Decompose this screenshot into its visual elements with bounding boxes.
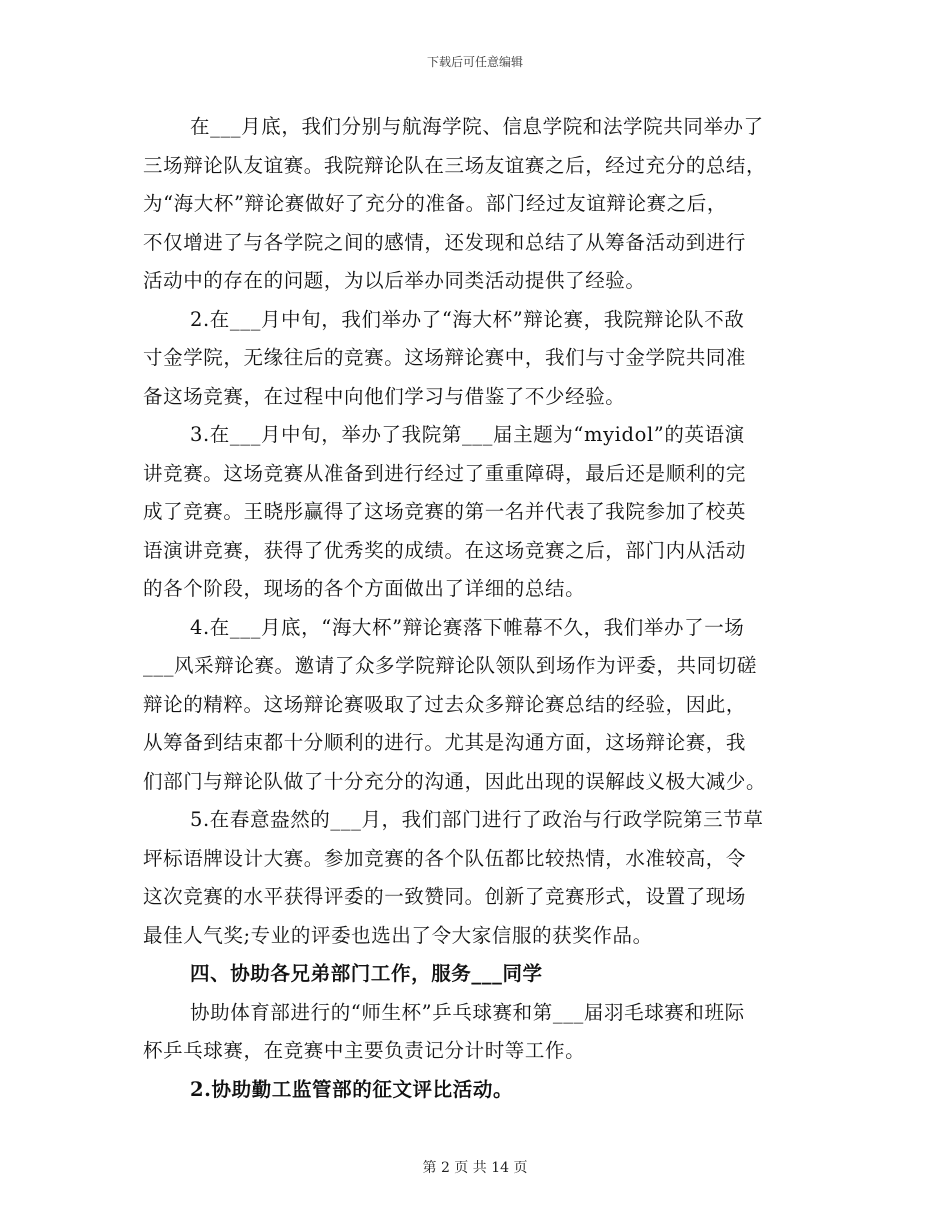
paragraph-line: 最佳人气奖;专业的评委也选出了令大家信服的获奖作品。 (143, 923, 653, 947)
paragraph-line: 4.在___月底，“海大杯”辩论赛落下帷幕不久，我们举办了一场 (190, 615, 745, 639)
paragraph-line: 杯乒乓球赛，在竞赛中主要负责记分计时等工作。 (143, 1039, 586, 1062)
paragraph-line: 备这场竞赛，在过程中向他们学习与借鉴了不少经验。 (143, 384, 626, 408)
paragraph-line: 5.在春意盎然的___月，我们部门进行了政治与行政学院第三节草 (190, 808, 764, 831)
paragraph-line: ___风采辩论赛。邀请了众多学院辩论队领队到场作为评委，共同切磋 (143, 654, 757, 677)
paragraph-line: 三场辩论队友谊赛。我院辩论队在三场友谊赛之后，经过充分的总结， (143, 153, 767, 177)
page-number-footer: 第 2 页 共 14 页 (422, 1160, 528, 1176)
paragraph-line: 不仅增进了与各学院之间的感情，还发现和总结了从筹备活动到进行 (143, 230, 747, 254)
paragraph-line: 的各个阶段，现场的各个方面做出了详细的总结。 (143, 577, 586, 600)
document-body (143, 108, 805, 1109)
paragraph-line: 这次竞赛的水平获得评委的一致赞同。创新了竞赛形式，设置了现场 (143, 885, 747, 908)
paragraph-line: 协助体育部进行的“师生杯”乒乓球赛和第___届羽毛球赛和班际 (190, 1000, 745, 1024)
page-header-note: 下载后可任意编辑 (426, 55, 523, 69)
paragraph-line: 辩论的精粹。这场辩论赛吸取了过去众多辩论赛总结的经验，因此， (143, 692, 747, 716)
paragraph-line: 从筹备到结束都十分顺利的进行。尤其是沟通方面，这场辩论赛，我 (143, 731, 747, 754)
paragraph-line: 3.在___月中旬，举办了我院第___届主题为“myidol”的英语演 (190, 423, 745, 446)
paragraph-line: 为“海大杯”辩论赛做好了充分的准备。部门经过友谊辩论赛之后， (143, 192, 727, 215)
paragraph-line: 语演讲竞赛，获得了优秀奖的成绩。在这场竞赛之后，部门内从活动 (143, 538, 747, 562)
subsection-heading: 2.协助勤工监管部的征文评比活动。 (190, 1077, 514, 1101)
paragraph-line: 们部门与辩论队做了十分充分的沟通，因此出现的误解歧义极大减少。 (143, 769, 767, 793)
section-heading: 四、协助各兄弟部门工作，服务___同学 (190, 962, 543, 985)
paragraph-line: 成了竞赛。王晓彤赢得了这场竞赛的第一名并代表了我院参加了校英 (143, 500, 747, 523)
paragraph-line: 寸金学院，无缘往后的竞赛。这场辩论赛中，我们与寸金学院共同准 (143, 346, 747, 369)
paragraph-line: 2.在___月中旬，我们举办了“海大杯”辩论赛，我院辩论队不敌 (190, 307, 745, 331)
paragraph-line: 在___月底，我们分别与航海学院、信息学院和法学院共同举办了 (190, 115, 764, 138)
paragraph-line: 坪标语牌设计大赛。参加竞赛的各个队伍都比较热情，水准较高，令 (143, 846, 747, 870)
paragraph-line: 活动中的存在的问题，为以后举办同类活动提供了经验。 (143, 269, 646, 292)
paragraph-line: 讲竞赛。这场竞赛从准备到进行经过了重重障碍，最后还是顺利的完 (143, 461, 747, 485)
